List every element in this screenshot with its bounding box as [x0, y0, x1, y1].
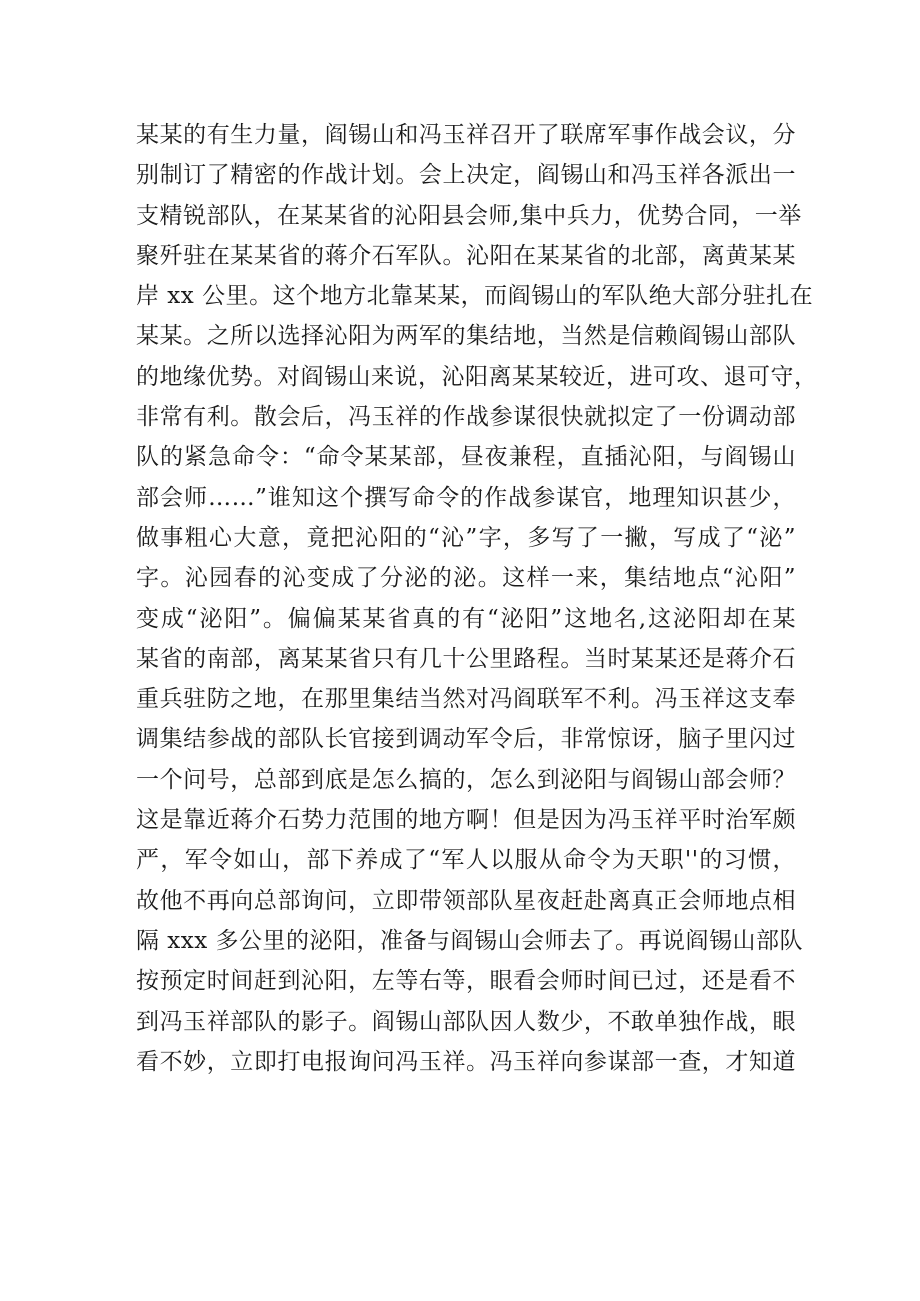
text-line-14: 某省的南部，离某某省只有几十公里路程。当时某某还是蒋介石: [136, 645, 796, 672]
text-line-10: 部会师……”谁知这个撰写命令的作战参谋官，地理知识甚少，: [136, 484, 796, 511]
text-line-16: 调集结参战的部队长官接到调动军令后，非常惊讶，脑子里闪过: [136, 726, 796, 753]
text-line-12: 字。沁园春的沁变成了分泌的泌。这样一来，集结地点“沁阳”: [136, 565, 796, 592]
text-line-24: 看不妙，立即打电报询问冯玉祥。冯玉祥向参谋部一查，才知道: [136, 1048, 796, 1075]
text-line-3: 支精锐部队，在某某省的沁阳县会师,集中兵力，优势合同，一举: [136, 202, 802, 229]
text-line-22: 按预定时间赶到沁阳，左等右等，眼看会师时间已过，还是看不: [136, 968, 796, 995]
text-line-9: 队的紧急命令：“命令某某部，昼夜兼程，直插沁阳，与阎锡山: [136, 444, 796, 471]
text-line-2: 别制订了精密的作战计划。会上决定，阎锡山和冯玉祥各派出一: [136, 162, 796, 189]
text-line-17: 一个问号，总部到底是怎么搞的，怎么到泌阳与阎锡山部会师？: [136, 766, 796, 793]
text-line-8: 非常有利。散会后，冯玉祥的作战参谋很快就拟定了一份调动部: [136, 404, 796, 431]
text-line-11: 做事粗心大意，竟把沁阳的“沁”字，多写了一撇，写成了“泌”: [136, 524, 796, 551]
text-line-7: 的地缘优势。对阎锡山来说，沁阳离某某较近，进可攻、退可守，: [136, 363, 818, 390]
text-line-1: 某某的有生力量，阎锡山和冯玉祥召开了联席军事作战会议，分: [136, 122, 796, 148]
text-line-13: 变成“泌阳”。偏偏某某省真的有“泌阳”这地名,这泌阳却在某: [136, 605, 796, 632]
text-line-15: 重兵驻防之地，在那里集结当然对冯阎联军不利。冯玉祥这支奉: [136, 686, 796, 713]
text-line-4: 聚歼驻在某某省的蒋介石军队。沁阳在某某省的北部，离黄某某: [136, 242, 796, 269]
body-paragraph: [136, 115, 818, 1082]
text-line-6: 某某。之所以选择沁阳为两军的集结地，当然是信赖阎锡山部队: [136, 323, 796, 350]
text-line-5: 岸 xx 公里。这个地方北靠某某，而阎锡山的军队绝大部分驻扎在: [136, 283, 814, 310]
text-line-18: 这是靠近蒋介石势力范围的地方啊！但是因为冯玉祥平时治军颇: [136, 807, 796, 834]
text-line-20: 故他不再向总部询问，立即带领部队星夜赶赴离真正会师地点相: [136, 887, 796, 914]
text-line-19: 严，军令如山，部下养成了“军人以服从命令为天职''的习惯，: [136, 847, 796, 874]
text-line-21: 隔 xxx 多公里的泌阳，准备与阎锡山会师去了。再说阎锡山部队: [136, 927, 804, 954]
text-line-23: 到冯玉祥部队的影子。阎锡山部队因人数少，不敢单独作战，眼: [136, 1008, 796, 1035]
